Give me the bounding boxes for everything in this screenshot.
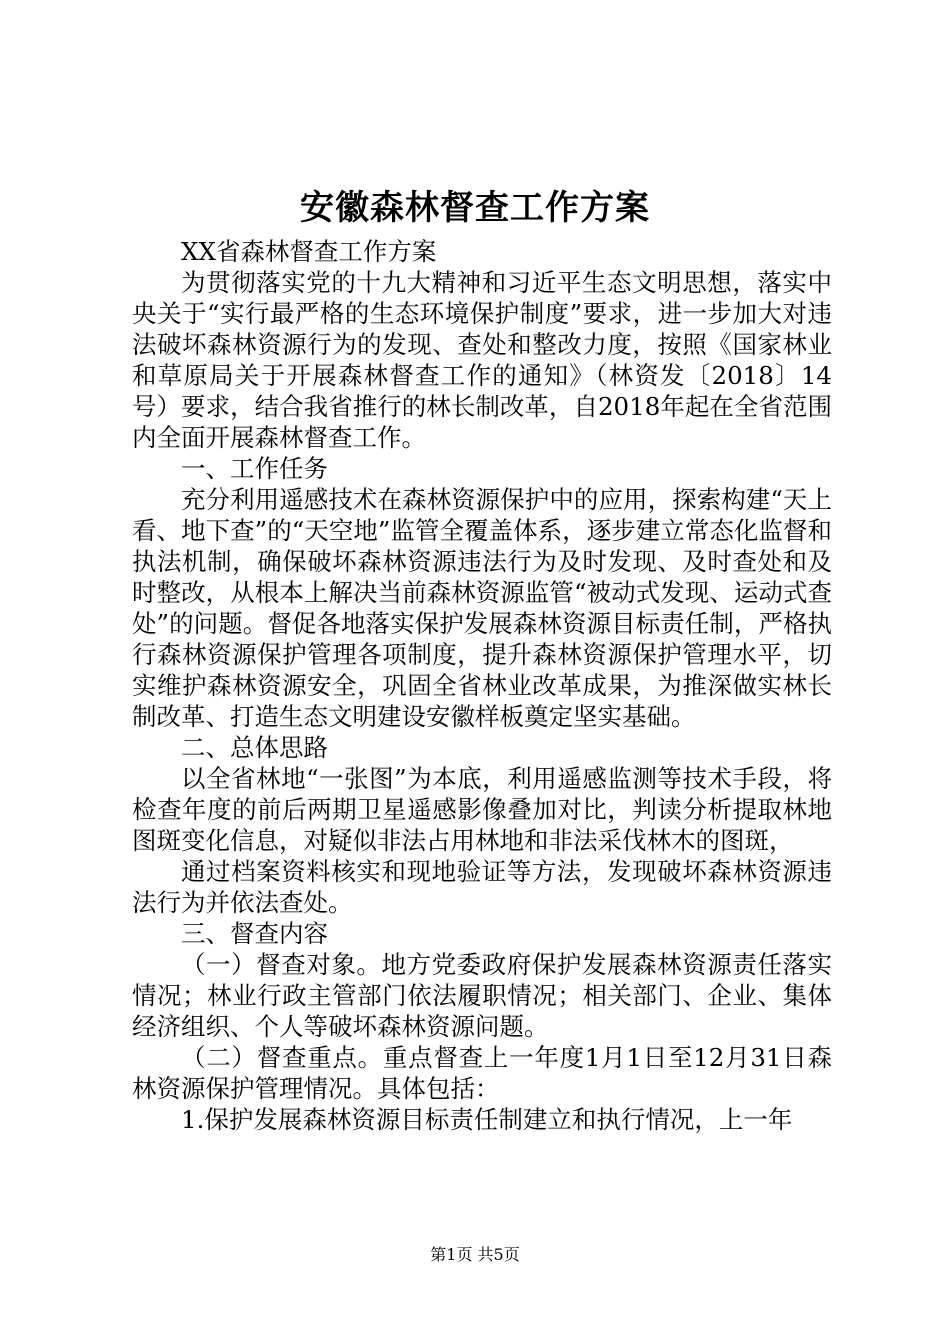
- paragraph-inspection-focus: （二）督查重点。重点督查上一年度1月1日至12月31日森林资源保护管理情况。具体包括：: [132, 1043, 832, 1103]
- paragraph-subtitle: XX省森林督查工作方案: [181, 237, 437, 266]
- page-number-footer: 第1页 共5页: [430, 1245, 520, 1264]
- paragraph-overall-approach: 以全省林地“一张图”为本底，利用遥感监测等技术手段，将检查年度的前后两期卫星遥感影像叠加对比，判读分析提取林地图斑变化信息，对疑似非法占用林地和非法采伐林木的图斑，: [132, 764, 832, 855]
- heading-inspection-content: 三、督查内容: [181, 919, 328, 948]
- heading-overall-approach: 二、总体思路: [181, 733, 328, 762]
- paragraph-inspection-targets: （一）督查对象。地方党委政府保护发展森林资源责任落实情况；林业行政主管部门依法履职情况；相关部门、企业、集体经济组织、个人等破坏森林资源问题。: [132, 950, 832, 1041]
- paragraph-work-tasks: 充分利用遥感技术在森林资源保护中的应用，探索构建“天上看、地下查”的“天空地”监管全覆盖体系，逐步建立常态化监督和执法机制，确保破坏森林资源违法行为及时发现、及时查处和及时整改，从根本上解决当前森林资源监管“被动式发现、运动式查处”的问题。督促各地落实保护发展森林资源目标责任制，严格执行森林资源保护管理各项制度，提升森林资源保护管理水平，切实维护森林资源安全，巩固全省林业改革成果，为推深做实林长制改革、打造生态文明建设安徽样板奠定坚实基础。: [132, 485, 832, 731]
- heading-work-tasks: 一、工作任务: [181, 454, 328, 483]
- document-body: [132, 236, 832, 1135]
- document-title: 安徽森林督查工作方案: [300, 188, 650, 228]
- paragraph-intro: 为贯彻落实党的十九大精神和习近平生态文明思想，落实中央关于“实行最严格的生态环境保护制度”要求，进一步加大对违法破坏森林资源行为的发现、查处和整改力度，按照《国家林业和草原局关于开展森林督查工作的通知》（林资发〔2018〕14号）要求，结合我省推行的林长制改革，自2018年起在全省范围内全面开展森林督查工作。: [132, 268, 832, 452]
- paragraph-verification: 通过档案资料核实和现地验证等方法，发现破坏森林资源违法行为并依法查处。: [132, 857, 832, 917]
- paragraph-item-1: 1.保护发展森林资源目标责任制建立和执行情况，上一年: [181, 1105, 793, 1134]
